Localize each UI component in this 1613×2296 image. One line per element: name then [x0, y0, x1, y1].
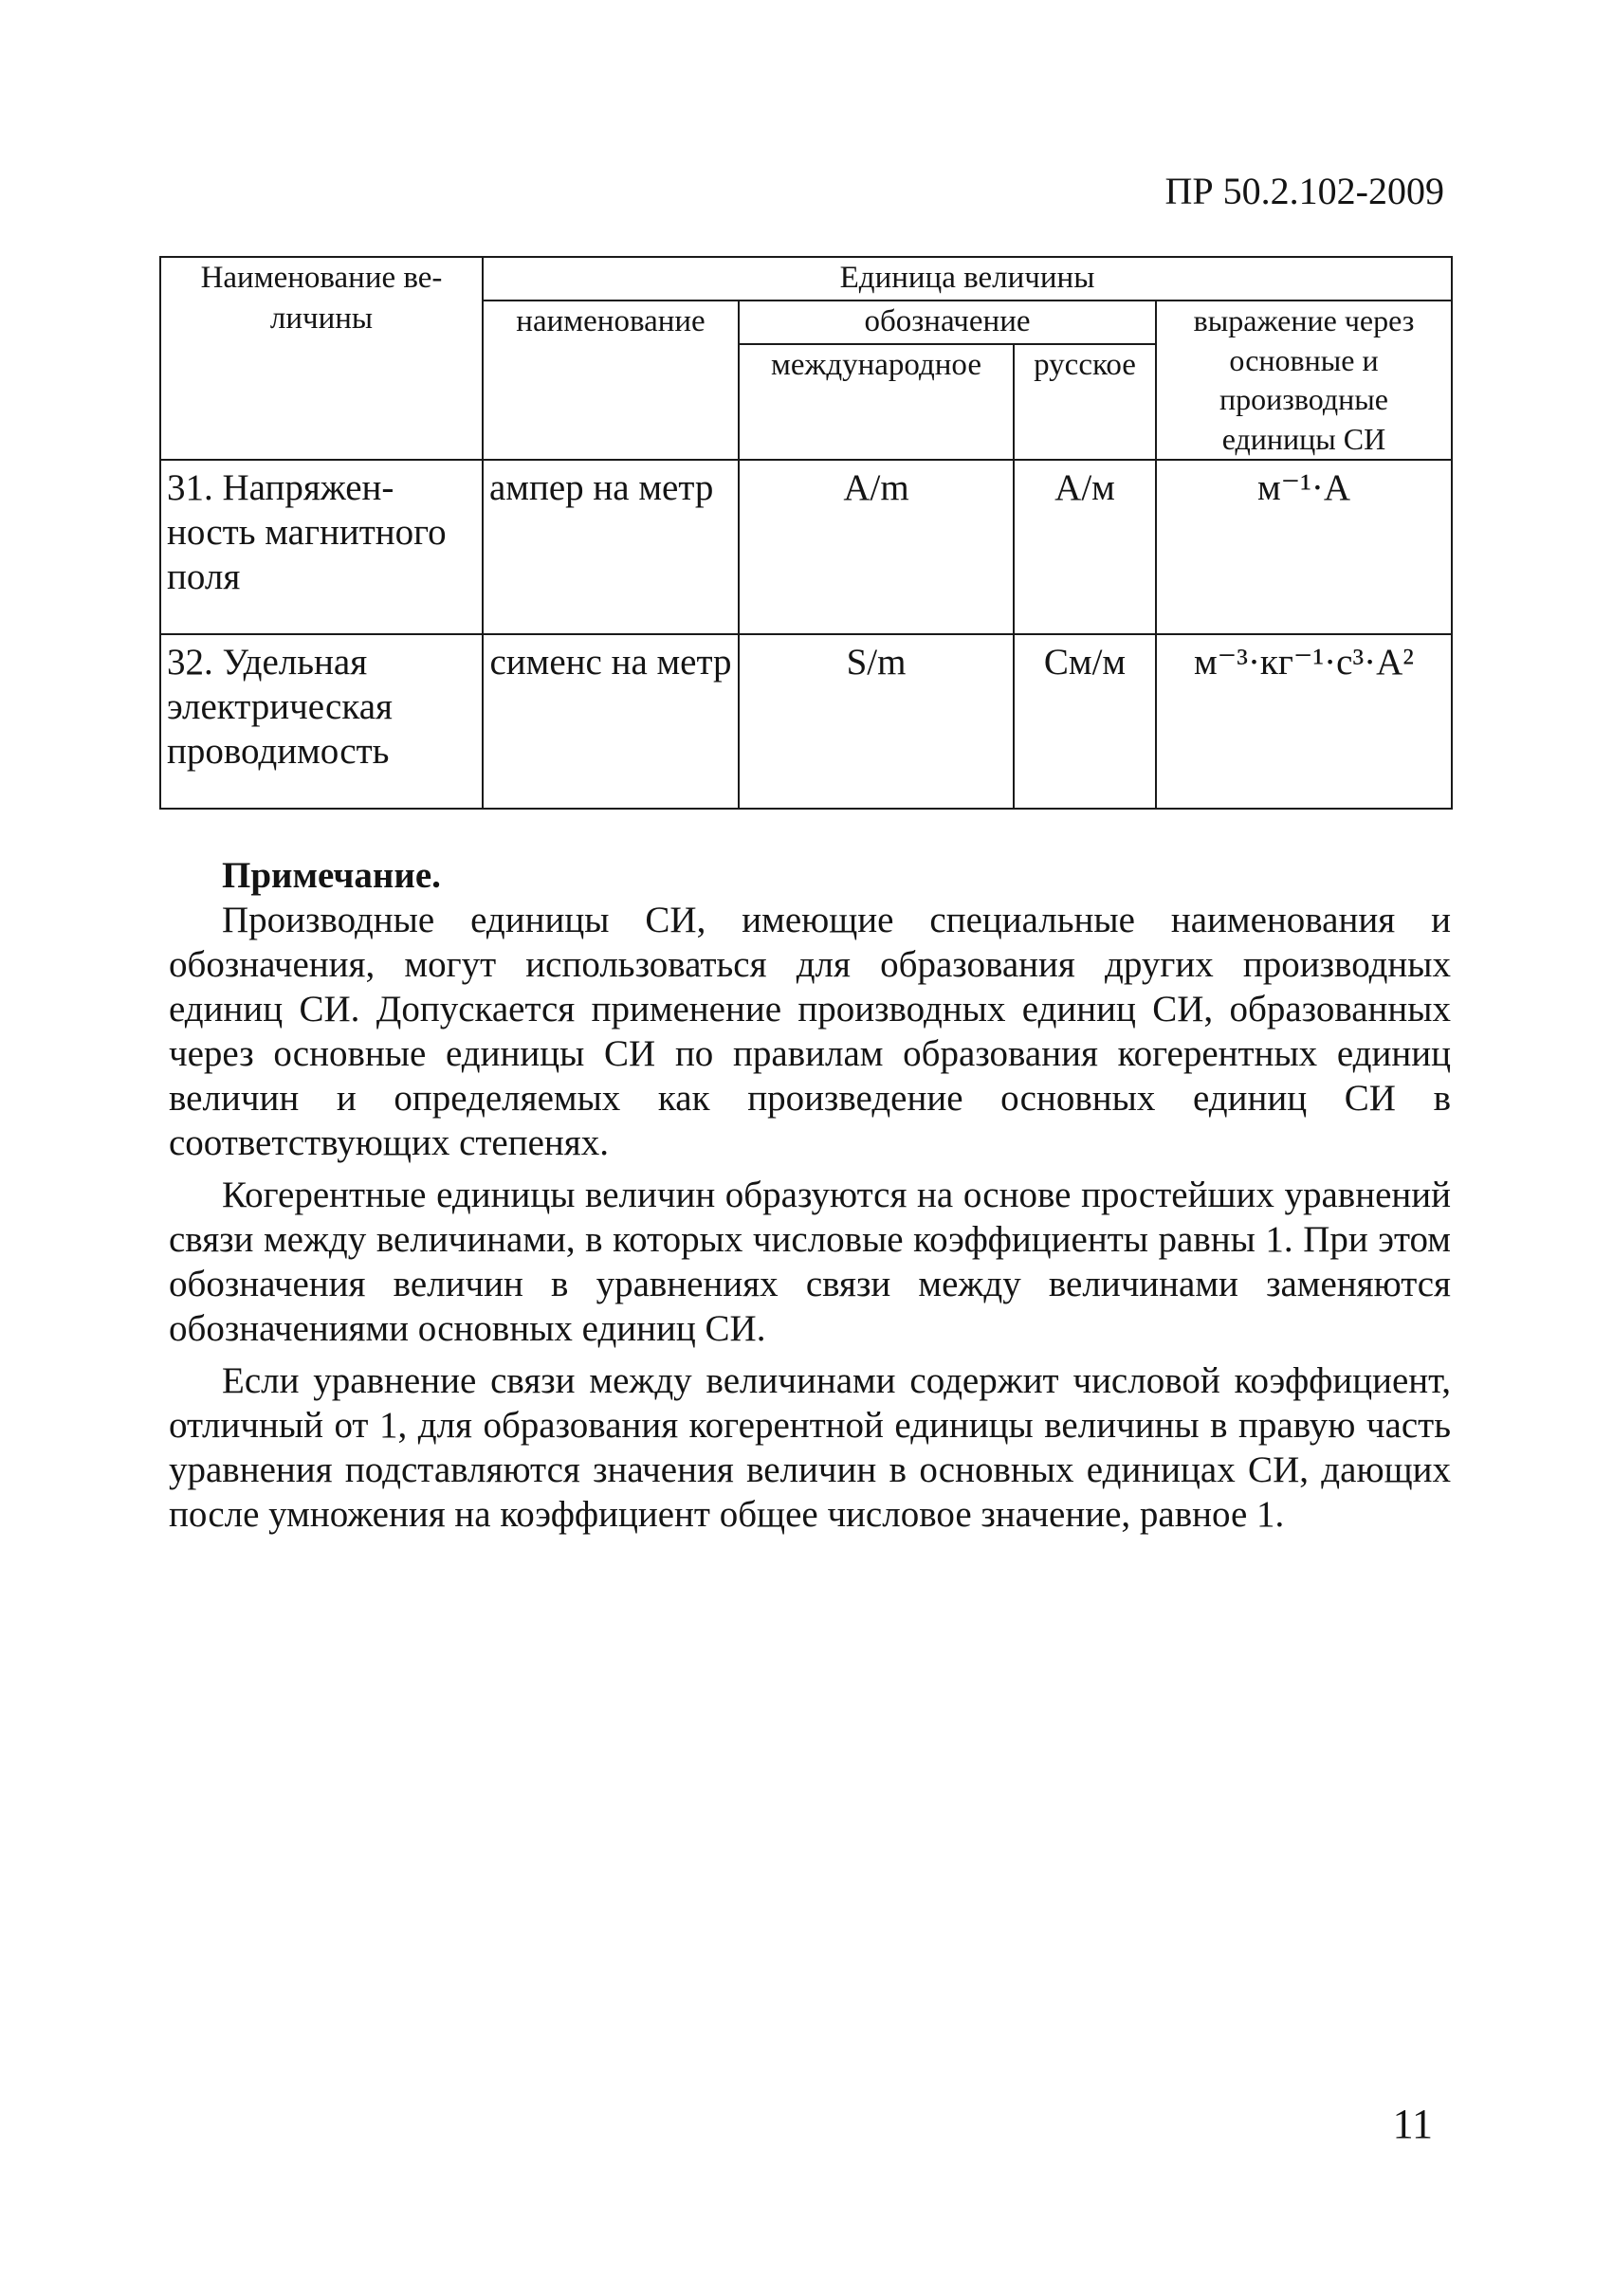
header-expression — [1156, 301, 1452, 460]
note-title: Примечание. — [222, 855, 441, 896]
document-code: ПР 50.2.102-2009 — [1164, 170, 1444, 212]
row-russian: См/м — [1014, 634, 1156, 809]
note-paragraph: Когерентные единицы величин образуются на основе простейших уравнений связи между величинами, в которых числовые коэффициенты равны 1. При этом обозначения величин в уравнениях связи между величинами заменяются обозначениями основных единиц СИ. — [169, 1175, 1451, 1349]
row-expression: м⁻³·кг⁻¹·с³·А² — [1156, 634, 1452, 809]
row-unit-name: ампер на метр — [483, 460, 739, 634]
header-unit-name-text: наименование — [516, 304, 706, 338]
row-international: A/m — [739, 460, 1014, 634]
row-quantity: 32. Удельная электрическая проводимость — [160, 634, 483, 809]
row-unit-name: сименс на метр — [483, 634, 739, 809]
note-paragraph: Если уравнение связи между величинами содержит числовой коэффициент, отличный от 1, для образования когерентной единицы величины в правую часть уравнения подставляются значения величин в основных единицах СИ, дающих после умножения на коэффициент общее числовое значение, равное 1. — [169, 1360, 1451, 1535]
row-international: S/m — [739, 634, 1014, 809]
header-russian — [1014, 344, 1156, 461]
row-expression: м⁻¹·А — [1156, 460, 1452, 634]
header-quantity-name-text: Наименование ве-личины — [200, 261, 443, 336]
note-paragraph: Производные единицы СИ, имеющие специальные наименования и обозначения, могут использоваться для образования других производных единиц СИ. Допускается применение производных единиц СИ, образованных через основные единицы СИ по правилам образования когерентных единиц величин и определяемых как произведение основных единиц СИ в соответствующих степенях. — [169, 900, 1451, 1163]
header-expression-text: выражение через основные и производные единицы СИ — [1193, 303, 1415, 456]
header-international — [739, 344, 1014, 461]
header-unit-group — [483, 257, 1452, 301]
header-russian-text: русское — [1034, 347, 1136, 382]
row-russian: А/м — [1014, 460, 1156, 634]
header-designation-text: обозначение — [864, 304, 1031, 338]
units-table — [159, 256, 1453, 810]
header-unit-name — [483, 301, 739, 460]
header-international-text: международное — [771, 347, 981, 382]
note-section — [169, 853, 1451, 1544]
row-quantity: 31. Напряжен-ность магнитного поля — [160, 460, 483, 634]
page-number: 11 — [1392, 2101, 1433, 2147]
header-unit-group-text: Единица величины — [839, 261, 1095, 295]
table-row — [160, 460, 1452, 634]
table-row — [160, 634, 1452, 809]
header-designation — [739, 301, 1156, 344]
header-quantity-name — [160, 257, 483, 460]
